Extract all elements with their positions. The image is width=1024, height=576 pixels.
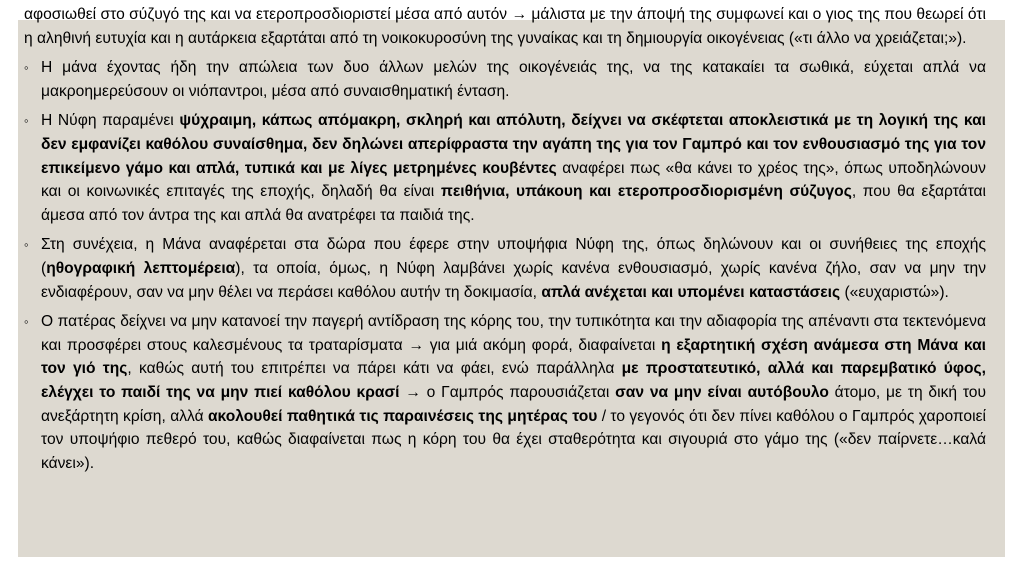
bullet-item xyxy=(24,109,986,227)
bold-text-run: με προστατευτικό, αλλά και παρεμβατικό ύφος, ελέγχει το παιδί της να μην πιεί καθόλου κρασί xyxy=(41,360,986,401)
bold-text-run: απλά ανέχεται και υπομένει καταστάσεις xyxy=(541,283,841,301)
bold-text-run: σαν να μην είναι αυτόβουλο xyxy=(615,383,829,401)
text-run: άτομο, με τη δική του ανεξάρτητη κρίση, αλλά xyxy=(41,383,986,425)
bold-text-run: ηθογραφική λεπτομέρεια xyxy=(46,259,236,277)
text-run: («ευχαριστώ»). xyxy=(840,283,949,301)
text-run: Στη συνέχεια, η Μάνα αναφέρεται στα δώρα που έφερε στην υποψήφια Νύφη της, όπως δηλώνουν και οι συνήθειες της εποχής ( xyxy=(41,236,986,277)
bullet-marker-icon: ◦ xyxy=(24,113,29,129)
bullet-text xyxy=(41,56,986,103)
text-run: , που θα εξαρτάται άμεσα από τον άντρα της και απλά θα ανατρέφει τα παιδιά της. xyxy=(41,183,986,224)
bold-text-run: ακολουθεί παθητικά τις παραινέσεις της μητέρας του xyxy=(207,407,598,425)
text-run: Ο πατέρας δείχνει να μην κατανοεί την παγερή αντίδραση της κόρης του, την τυπικότητα και την αδιαφορία της απέναντι στα τεκτενόμενα και προσφέρει στους καλεσμένους τα τραταρίσματα → για μιά ακόμη φορά, διαφαίνεται xyxy=(41,313,986,354)
bullet-item xyxy=(24,310,986,475)
bold-text-run: ψύχραιμη, κάπως απόμακρη, σκληρή και απόλυτη, δείχνει να σκέφτεται αποκλειστικά με τη λογική της και δεν εμφανίζει καθόλου συναίσθημα, δεν δηλώνει απερίφραστα την αγάπη της για τον Γαμπρό και τον ενθουσιασμό της για τον επικείμενο γάμο και απλά, τυπικά και με λίγες μετρημένες κουβέντες xyxy=(41,112,986,177)
bold-text-run: η εξαρτητική σχέση ανάμεσα στη Μάνα και τον γιό της xyxy=(41,336,986,378)
intro-paragraph xyxy=(24,3,986,50)
bullet-text xyxy=(41,233,986,304)
bullet-item xyxy=(24,56,986,103)
bullet-text xyxy=(41,109,986,227)
bold-text-run: πειθήνια, υπάκουη και ετεροπροσδιορισμένη σύζυγος xyxy=(440,183,852,201)
text-run: Η μάνα έχοντας ήδη την απώλεια των δυο άλλων μελών της οικογένειάς της, να της κατακαίει τα σωθικά, εύχεται απλά να μακροημερεύσουν οι νιόπαντροι, μέσα από συναισθηματική ένταση. xyxy=(41,59,986,100)
bullet-marker-icon: ◦ xyxy=(24,237,29,253)
bullet-item xyxy=(24,233,986,304)
text-run: → ο Γαμπρός παρουσιάζεται xyxy=(399,383,616,401)
bullet-marker-icon: ◦ xyxy=(24,314,29,330)
text-run: αναφέρει πως «θα κάνει το χρέος της», όπως υποδηλώνουν και οι κοινωνικές επιταγές της εποχής, δηλαδή θα είναι xyxy=(41,159,986,201)
bullet-text xyxy=(41,310,986,475)
text-run: / το γεγονός ότι δεν πίνει καθόλου ο Γαμπρός χαροποιεί τον υποψήφιο πεθερό του, καθώς διαφαίνεται πως η κόρη του θα έχει σταθερότητα και σιγουριά στο γάμο της («δεν παίρνετε…καλά κάνει»). xyxy=(41,407,986,472)
intro-text: αφοσιωθεί στο σύζυγό της και να ετεροπροσδιοριστεί μέσα από αυτόν → μάλιστα με την άποψή της συμφωνεί και ο γιος της που θεωρεί ότι η αληθινή ευτυχία και η αυτάρκεια εξαρτάται από τη νοικοκυροσύνη της γυναίκας και τη δημιουργία οικογένειας («τι άλλο να χρειάζεται;»). xyxy=(24,6,986,47)
text-run: ), τα οποία, όμως, η Νύφη λαμβάνει χωρίς κανένα ενθουσιασμό, χωρίς κανένα ζήλο, σαν να μην την ενδιαφέρουν, σαν να μην θέλει να περάσει καθόλου αυτήν τη δοκιμασία, xyxy=(41,259,987,301)
bullet-marker-icon: ◦ xyxy=(24,60,29,76)
text-run: , καθώς αυτή του επιτρέπει να πάρει κάτι να φάει, ενώ παράλληλα xyxy=(127,360,622,378)
text-run: Η Νύφη παραμένει xyxy=(41,112,180,130)
slide-text-body xyxy=(24,3,986,481)
bullet-list xyxy=(24,56,986,475)
